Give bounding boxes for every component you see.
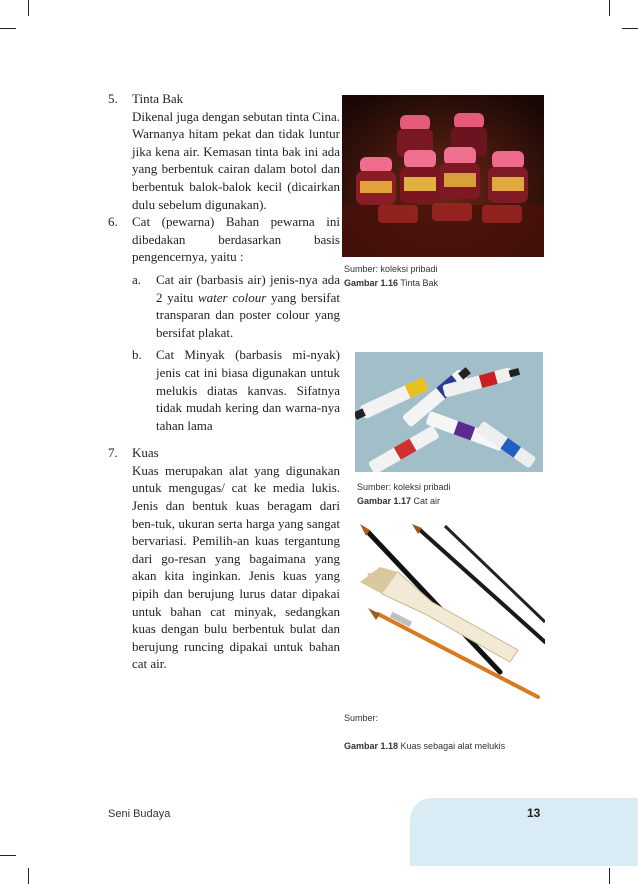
crop-mark: [28, 0, 29, 16]
italic-term: water colour: [197, 289, 267, 305]
brushes-photo: [350, 522, 545, 702]
item-text: Kuas merupakan alat yang digunakan untuk mengugas/ cat ke media lukis. Jenis dan bentuk kuas beragam dari ben-tuk, ukuran serta harga yang sangat bervariasi. Pemilih-an kuas tergantung dari go-resan yang bagaimana yang akan kita inginkan. Jenis kuas yang pipih dan berujung lurus datar dipakai untuk bahan cat minyak, sedangkan kuas dengan bulu berbentuk bulat dan berujung runcing dipakai untuk bahan cat air.: [132, 462, 340, 672]
crop-mark: [609, 868, 610, 884]
figure-source: Sumber: koleksi pribadi: [357, 482, 451, 492]
sub-letter: a.: [132, 271, 142, 287]
crop-mark: [622, 28, 638, 29]
item-title: Cat (pewarna): [132, 214, 215, 230]
page-number-tab: [410, 798, 638, 866]
page-number: 13: [527, 806, 541, 820]
item-number: 7.: [108, 445, 118, 461]
figure-source: Sumber: koleksi pribadi: [344, 264, 438, 274]
item-title: Tinta Bak: [132, 91, 184, 106]
figure-label: Gambar 1.17: [357, 496, 412, 506]
item-number: 6.: [108, 214, 118, 230]
ink-bottles-photo: [342, 95, 544, 257]
paint-tubes-photo: [355, 352, 543, 472]
book-title: Seni Budaya: [108, 808, 171, 820]
crop-mark: [0, 855, 16, 856]
sub-item: a. Cat air (barbasis air) jenis-nya ada 2 yaitu water colour yang bersifat transparan dan poster colour yang bersifat plakat.: [132, 271, 340, 340]
crop-mark: [0, 28, 16, 29]
figure-source: Sumber:: [344, 713, 379, 723]
crop-mark: [28, 868, 29, 884]
text-column: [108, 90, 340, 673]
figure-label: Gambar 1.16: [344, 278, 399, 288]
item-text: Dikenal juga dengan sebutan tinta Cina. Warnanya hitam pekat dan tidak luntur jika kena air. Kemasan tinta bak ini ada yang berbentuk cairan dalam botol dan berbentuk balok-balok kecil (dicairkan dulu sebelum digunakan).: [132, 108, 340, 212]
list-item: [108, 213, 340, 434]
sub-letter: b.: [132, 347, 142, 363]
figure-label: Gambar 1.18: [344, 741, 399, 751]
item-number: 5.: [108, 91, 118, 106]
sub-item: b. Cat Minyak (barbasis mi-nyak) jenis cat ini biasa digunakan untuk melukis diatas kanvas. Sifatnya tidak mudah kering dan warna-nya tahan lama: [132, 347, 340, 433]
crop-mark: [609, 0, 610, 16]
item-text: Cat (pewarna) Bahan pewarna ini dibedakan berdasarkan basis pengencernya, yaitu :: [132, 214, 340, 265]
list-item: [108, 90, 340, 213]
figure-caption: Gambar 1.16 Tinta Bak: [344, 278, 439, 288]
figure-caption: Gambar 1.17 Cat air: [357, 496, 441, 506]
item-title: Kuas: [132, 445, 159, 461]
list-item: [108, 444, 340, 673]
figure-caption: Gambar 1.18 Kuas sebagai alat melukis: [344, 741, 506, 751]
